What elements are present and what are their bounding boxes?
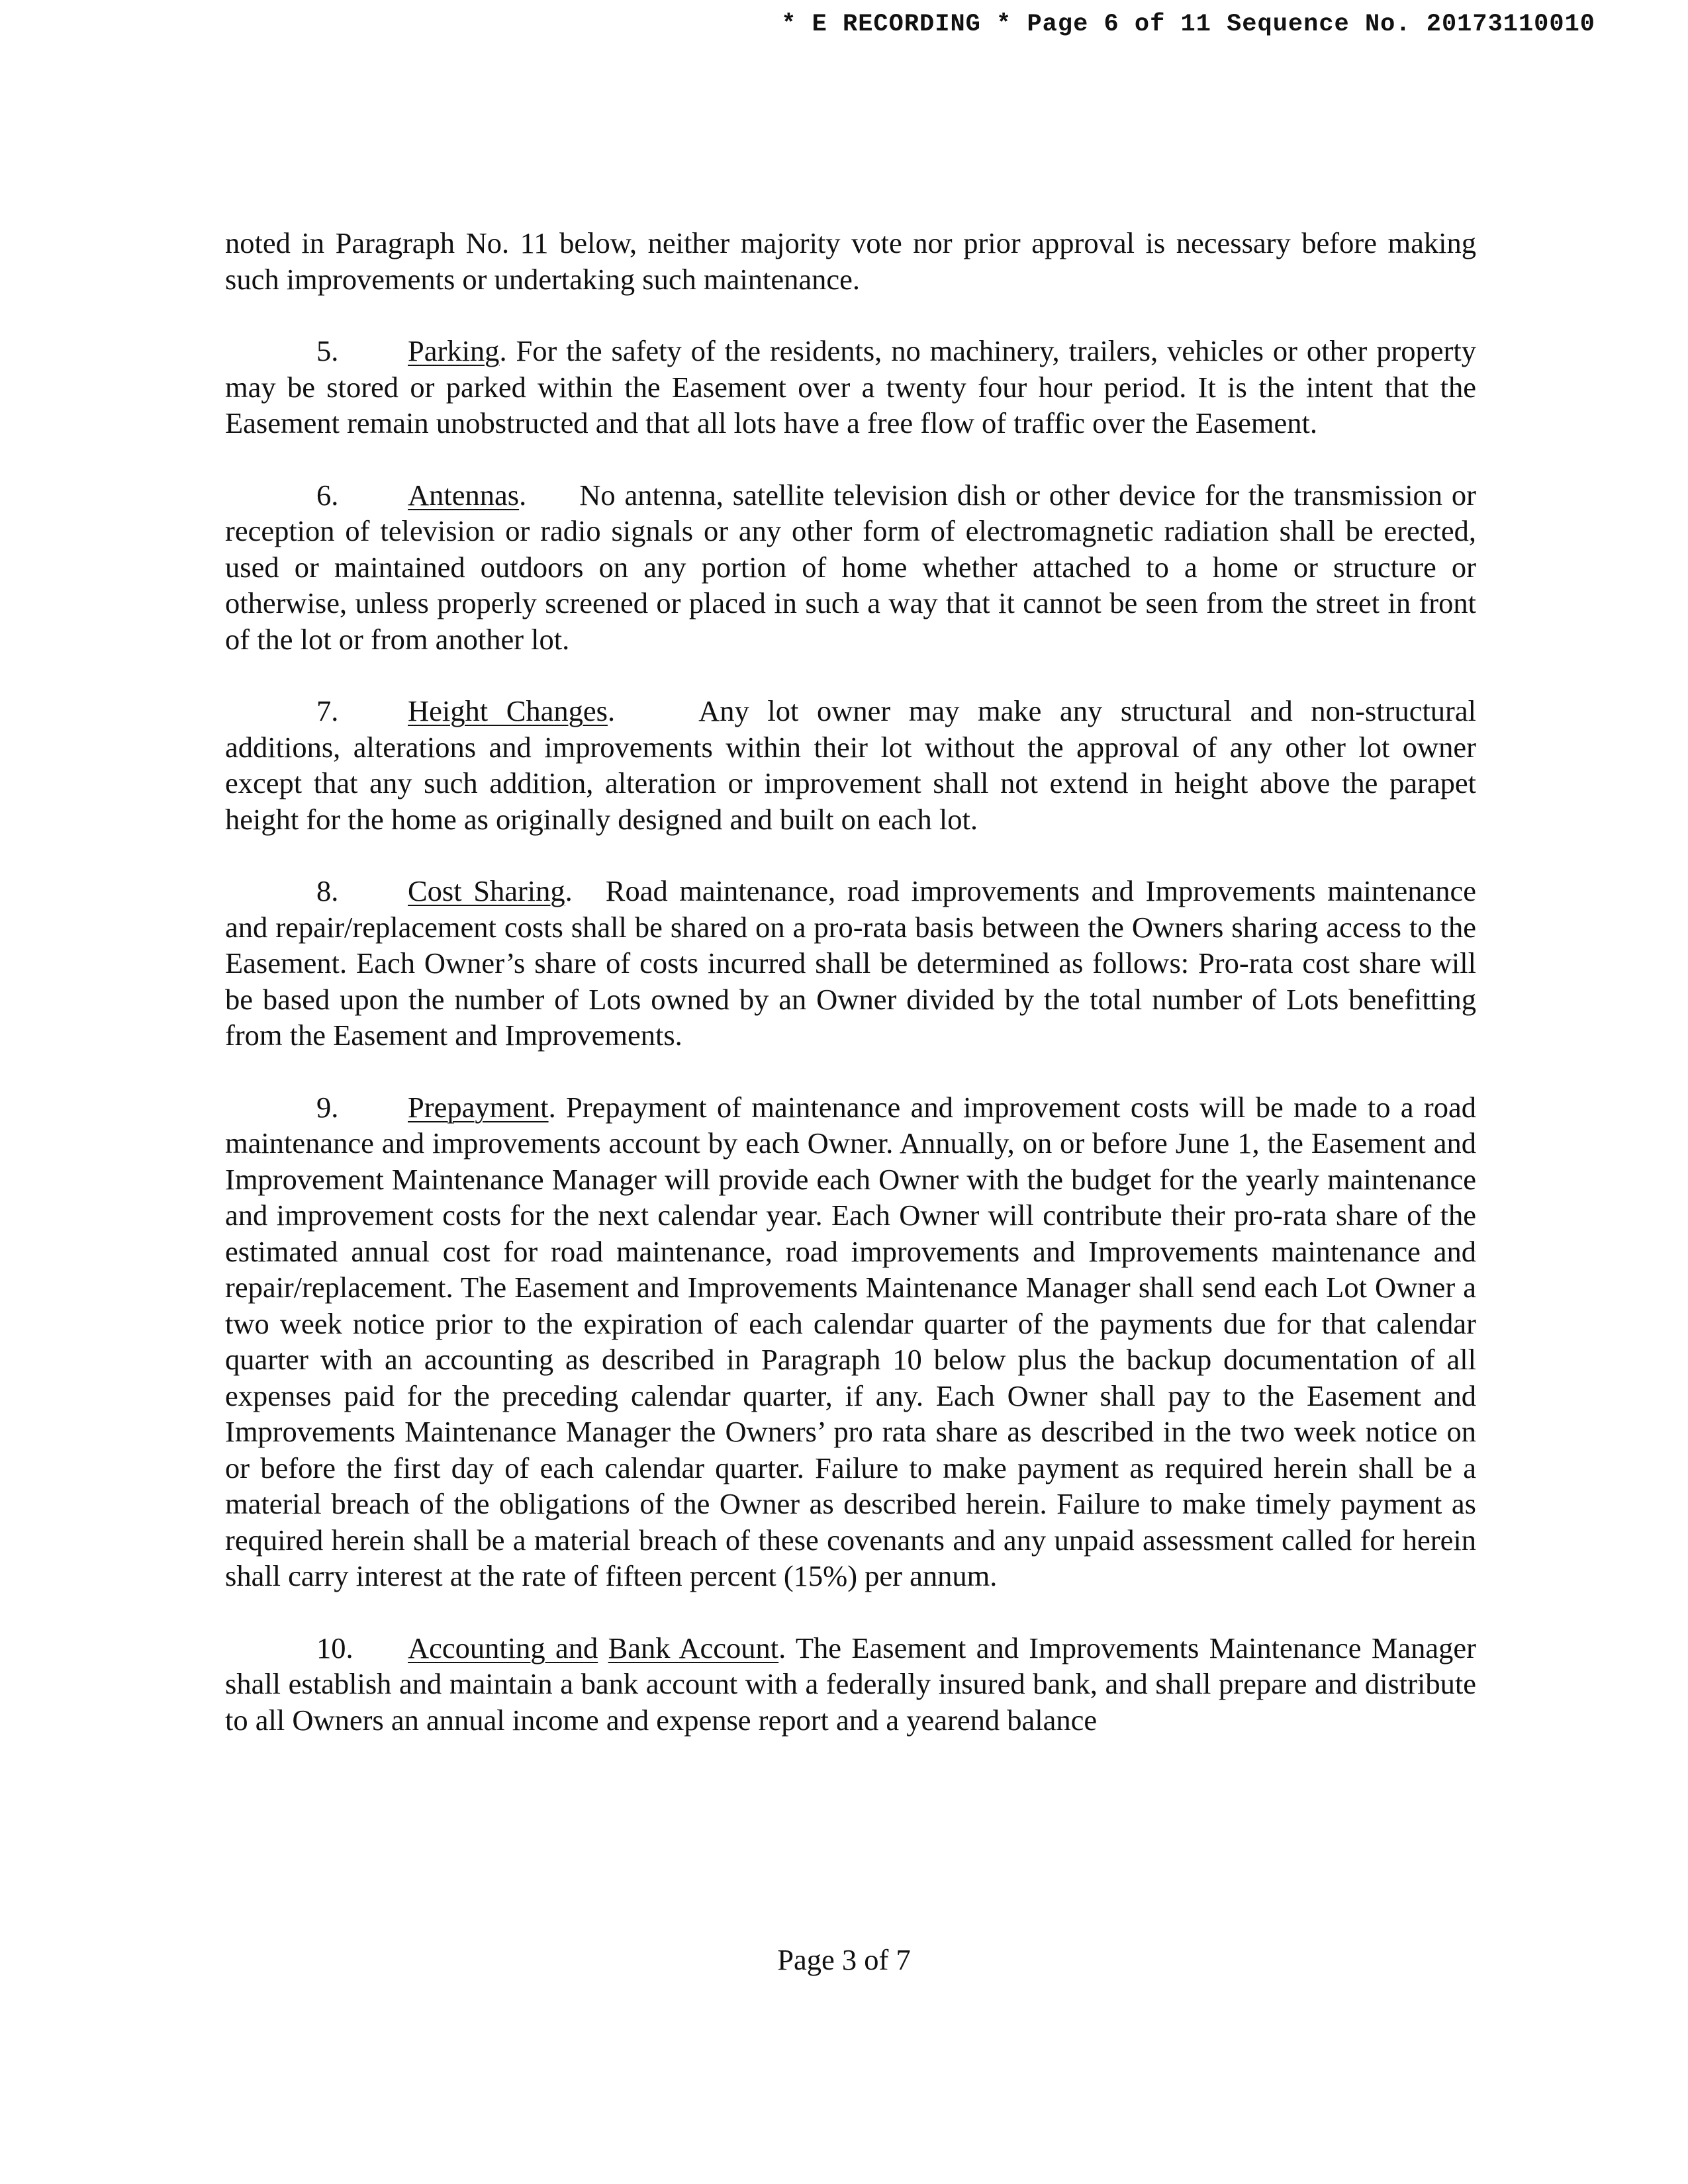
heading-punct: . bbox=[778, 1631, 786, 1664]
heading-punct: . bbox=[607, 694, 616, 727]
paragraph-number: 6. bbox=[316, 478, 339, 512]
paragraph-text: The Easement and Improvements Maintenance Manager shall establish and maintain a bank account with a federally insured bank, and shall prepare and distribute to all Owners an annual income and expense report and a yearend balance bbox=[225, 1631, 1477, 1737]
paragraph-text: Any lot owner may make any structural and non-structural additions, alterations and improvements within their lot without the approval of any other lot owner except that any such addition, alteration or improvement shall not extend in height above the parapet height for the home as originally designed and built on each lot. bbox=[225, 694, 1476, 836]
document-body bbox=[225, 225, 1476, 1774]
paragraph-heading-part1: Accounting and bbox=[408, 1631, 598, 1664]
paragraph-continuation bbox=[225, 225, 1476, 297]
paragraph-7-height-changes bbox=[225, 693, 1476, 837]
paragraph-text: Prepayment of maintenance and improvement costs will be made to a road maintenance and improvements account by each Owner. Annually, on or before June 1, the Easement and Improvement Maintenance Manager will provide each Owner with the budget for the yearly maintenance and improvement costs for the next calendar year. Each Owner will contribute their pro-rata share of the estimated annual cost for road maintenance, road improvements and Improvements maintenance and repair/replacement. The Easement and Improvements Maintenance Manager shall send each Lot Owner a two week notice prior to the expiration of each calendar quarter of the payments due for that calendar quarter with an accounting as described in Paragraph 10 below plus the backup documentation of all expenses paid for the preceding calendar quarter, if any. Each Owner shall pay to the Easement and Improvements Maintenance Manager the Owners’ pro rata share as described in the two week notice on or before the first day of each calendar quarter. Failure to make payment as required herein shall be a material breach of the obligations of the Owner as described herein. Failure to make timely payment as required herein shall be a material breach of these covenants and any unpaid assessment called for herein shall carry interest at the rate of fifteen percent (15%) per annum. bbox=[225, 1090, 1476, 1592]
paragraph-number: 8. bbox=[316, 874, 339, 907]
heading-punct: . bbox=[499, 334, 507, 367]
paragraph-heading: Cost Sharing bbox=[408, 874, 565, 907]
heading-punct: . bbox=[519, 478, 527, 512]
page-number: Page 3 of 7 bbox=[777, 1943, 911, 1976]
recording-stamp: * E RECORDING * Page 6 of 11 Sequence No. 20173110010 bbox=[781, 11, 1595, 38]
paragraph-text: Road maintenance, road improvements and Improvements maintenance and repair/replacement costs shall be shared on a pro-rata basis between the Owners sharing access to the Easement. Each Owner’s share of costs incurred shall be determined as follows: Pro-rata cost share will be based upon the number of Lots owned by an Owner divided by the total number of Lots benefitting from the Easement and Improvements. bbox=[225, 874, 1477, 1052]
paragraph-text: noted in Paragraph No. 11 below, neither majority vote nor prior approval is necessary before making such improvements or undertaking such maintenance. bbox=[225, 226, 1476, 296]
paragraph-number: 10. bbox=[316, 1631, 353, 1664]
paragraph-9-prepayment bbox=[225, 1089, 1476, 1594]
paragraph-number: 9. bbox=[316, 1090, 339, 1124]
paragraph-text: No antenna, satellite television dish or other device for the transmission or reception of television or radio signals or any other form of electromagnetic radiation shall be erected, used or maintained outdoors on any portion of home whether attached to a home or structure or otherwise, unless properly screened or placed in such a way that it cannot be seen from the street in front of the lot or from another lot. bbox=[225, 478, 1476, 656]
paragraph-5-parking bbox=[225, 333, 1476, 441]
paragraph-8-cost-sharing bbox=[225, 873, 1476, 1054]
paragraph-heading: Prepayment bbox=[408, 1090, 549, 1124]
heading-punct: . bbox=[565, 874, 573, 907]
paragraph-6-antennas bbox=[225, 477, 1476, 658]
paragraph-number: 7. bbox=[316, 694, 339, 727]
paragraph-heading-part2: Bank Account bbox=[608, 1631, 779, 1664]
paragraph-text: For the safety of the residents, no machinery, trailers, vehicles or other property may be stored or parked within the Easement over a twenty four hour period. It is the intent that the Easement remain unobstructed and that all lots have a free flow of traffic over the Easement. bbox=[225, 334, 1476, 439]
heading-punct: . bbox=[548, 1090, 556, 1124]
paragraph-heading: Parking bbox=[408, 334, 500, 367]
paragraph-number: 5. bbox=[316, 334, 339, 367]
paragraph-heading: Height Changes bbox=[408, 694, 608, 727]
paragraph-10-accounting bbox=[225, 1630, 1476, 1739]
paragraph-heading: Antennas bbox=[408, 478, 520, 512]
